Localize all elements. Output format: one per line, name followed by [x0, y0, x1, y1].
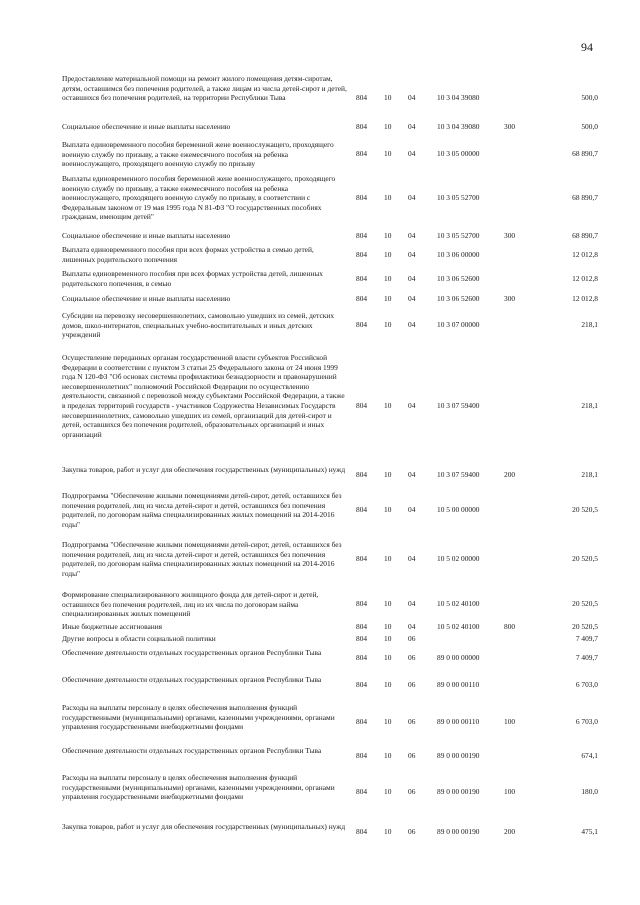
cell-sum: 500,0: [581, 122, 598, 131]
cell-sec: 10: [384, 401, 392, 410]
cell-vr: 800: [504, 622, 516, 631]
row-description: Закупка товаров, работ и услуг для обеспечения государственных (муниципальных) нужд: [62, 465, 346, 474]
cell-adm: 804: [356, 599, 368, 608]
cell-sub: 04: [408, 231, 416, 240]
cell-sub: 04: [408, 320, 416, 329]
cell-sub: 06: [408, 827, 416, 836]
cell-sec: 10: [384, 250, 392, 259]
cell-vr: 100: [504, 717, 516, 726]
cell-adm: 804: [356, 193, 368, 202]
cell-sec: 10: [384, 554, 392, 563]
cell-sec: 10: [384, 599, 392, 608]
row-description: Подпрограмма "Обеспечение жилыми помещениями детей-сирот, детей, оставшихся без попечения родителей, лиц из числа детей-сирот и детей, оставшихся без попечения родителей, по договорам найма специализированных жилых помещений на 2014-2016 годы": [62, 540, 342, 578]
cell-sum: 20 520,5: [572, 599, 598, 608]
cell-adm: 804: [356, 93, 368, 102]
cell-csr: 10 3 06 52600: [437, 294, 480, 303]
cell-sec: 10: [384, 827, 392, 836]
cell-sum: 12 012,8: [572, 274, 598, 283]
cell-csr: 10 3 07 59400: [437, 470, 480, 479]
cell-sub: 06: [408, 680, 416, 689]
cell-adm: 804: [356, 680, 368, 689]
cell-csr: 89 0 00 00190: [437, 787, 480, 796]
cell-adm: 804: [356, 505, 368, 514]
cell-adm: 804: [356, 717, 368, 726]
cell-sum: 475,1: [581, 827, 598, 836]
cell-sec: 10: [384, 653, 392, 662]
cell-sec: 10: [384, 294, 392, 303]
cell-sum: 12 012,8: [572, 294, 598, 303]
cell-sec: 10: [384, 122, 392, 131]
cell-adm: 804: [356, 149, 368, 158]
cell-adm: 804: [356, 320, 368, 329]
cell-sub: 06: [408, 787, 416, 796]
cell-adm: 804: [356, 231, 368, 240]
cell-adm: 804: [356, 787, 368, 796]
cell-sum: 218,1: [581, 470, 598, 479]
cell-csr: 89 0 00 00190: [437, 751, 480, 760]
cell-adm: 804: [356, 751, 368, 760]
cell-sub: 04: [408, 294, 416, 303]
cell-csr: 10 3 04 39080: [437, 93, 480, 102]
cell-sum: 20 520,5: [572, 554, 598, 563]
row-description: Социальное обеспечение и иные выплаты населению: [62, 122, 231, 131]
row-description: Социальное обеспечение и иные выплаты населению: [62, 294, 231, 303]
cell-sec: 10: [384, 751, 392, 760]
row-description: Субсидии на перевозку несовершеннолетних, самовольно ушедших из семей, детских домов, школ-интернатов, специальных учебно-воспитательных и иных детских учреждений: [62, 311, 335, 340]
cell-csr: 10 3 07 59400: [437, 401, 480, 410]
cell-sum: 12 012,8: [572, 250, 598, 259]
cell-vr: 100: [504, 787, 516, 796]
cell-sec: 10: [384, 93, 392, 102]
cell-sub: 04: [408, 554, 416, 563]
cell-sum: 20 520,5: [572, 622, 598, 631]
cell-sum: 7 409,7: [575, 634, 598, 643]
cell-sub: 06: [408, 653, 416, 662]
cell-sec: 10: [384, 149, 392, 158]
cell-sec: 10: [384, 717, 392, 726]
row-description: Выплаты единовременного пособия при всех формах устройства детей, лишенных родительского попечения, в семью: [62, 269, 323, 288]
cell-vr: 200: [504, 827, 516, 836]
cell-adm: 804: [356, 554, 368, 563]
cell-csr: 89 0 00 00110: [437, 680, 480, 689]
row-description: Подпрограмма "Обеспечение жилыми помещениями детей-сирот, детей, оставшихся без попечения родителей, лиц из числа детей-сирот и детей, оставшихся без попечения родителей, по договорам найма специализированных жилых помещений на 2014-2016 годы": [62, 491, 342, 529]
cell-sec: 10: [384, 680, 392, 689]
cell-adm: 804: [356, 634, 368, 643]
cell-sum: 218,1: [581, 320, 598, 329]
cell-sum: 68 890,7: [572, 231, 598, 240]
cell-sum: 218,1: [581, 401, 598, 410]
cell-csr: 10 5 02 00000: [437, 554, 480, 563]
cell-sub: 04: [408, 250, 416, 259]
row-description: Социальное обеспечение и иные выплаты населению: [62, 231, 231, 240]
cell-sub: 04: [408, 470, 416, 479]
cell-adm: 804: [356, 401, 368, 410]
cell-adm: 804: [356, 250, 368, 259]
cell-vr: 300: [504, 294, 516, 303]
cell-sum: 6 703,0: [575, 717, 598, 726]
cell-vr: 300: [504, 231, 516, 240]
cell-csr: 89 0 00 00110: [437, 717, 480, 726]
cell-sub: 06: [408, 717, 416, 726]
cell-sum: 20 520,5: [572, 505, 598, 514]
row-description: Обеспечение деятельности отдельных государственных органов Республики Тыва: [62, 648, 322, 657]
cell-adm: 804: [356, 622, 368, 631]
row-description: Предоставление материальной помощи на ремонт жилого помещения детям-сиротам, детям, оставшимся без попечения родителей, а также лицам из числа детей-сирот и детей, оставшихся без попечения родителей, на территории Республики Тыва: [62, 74, 347, 103]
row-description: Выплаты единовременного пособия беременной жене военнослужащего, проходящего военную службу по призыву, а также ежемесячного пособия на ребенка военнослужащего, проходящего военную службу по призыву, в соответствии с Федеральным законом от 19 мая 1995 года N 81-ФЗ "О государственных пособиях гражданам, имеющим детей": [62, 174, 336, 222]
row-description: Закупка товаров, работ и услуг для обеспечения государственных (муниципальных) нужд: [62, 822, 346, 831]
cell-sum: 7 409,7: [575, 653, 598, 662]
row-description: Расходы на выплаты персоналу в целях обеспечения выполнения функций государственными (муниципальными) органами, казенными учреждениями, органами управления государственными внебюджетными фондами: [62, 773, 335, 802]
row-description: Формирование специализированного жилищного фонда для детей-сирот и детей, оставшихся без попечения родителей, лиц из их числа по договорам найма специализированных жилых помещений: [62, 590, 319, 619]
cell-adm: 804: [356, 470, 368, 479]
cell-sub: 04: [408, 93, 416, 102]
cell-csr: 10 3 04 39080: [437, 122, 480, 131]
row-description: Обеспечение деятельности отдельных государственных органов Республики Тыва: [62, 675, 322, 684]
cell-adm: 804: [356, 122, 368, 131]
cell-csr: 10 5 02 40100: [437, 622, 480, 631]
cell-sum: 6 703,0: [575, 680, 598, 689]
cell-sec: 10: [384, 787, 392, 796]
cell-adm: 804: [356, 653, 368, 662]
cell-sec: 10: [384, 274, 392, 283]
cell-csr: 89 0 00 00190: [437, 827, 480, 836]
cell-sum: 674,1: [581, 751, 598, 760]
cell-csr: 89 0 00 00000: [437, 653, 480, 662]
cell-csr: 10 5 02 40100: [437, 599, 480, 608]
cell-sec: 10: [384, 622, 392, 631]
cell-sub: 04: [408, 505, 416, 514]
row-description: Расходы на выплаты персоналу в целях обеспечения выполнения функций государственными (муниципальными) органами, казенными учреждениями, органами управления государственными внебюджетными фондами: [62, 703, 335, 732]
row-description: Иные бюджетные ассигнования: [62, 622, 163, 631]
row-description: Обеспечение деятельности отдельных государственных органов Республики Тыва: [62, 746, 322, 755]
cell-csr: 10 3 06 00000: [437, 250, 480, 259]
cell-sum: 180,0: [581, 787, 598, 796]
cell-sum: 68 890,7: [572, 149, 598, 158]
cell-csr: 10 3 06 52600: [437, 274, 480, 283]
cell-sec: 10: [384, 505, 392, 514]
cell-adm: 804: [356, 827, 368, 836]
cell-sec: 10: [384, 634, 392, 643]
cell-adm: 804: [356, 294, 368, 303]
cell-sec: 10: [384, 470, 392, 479]
cell-vr: 200: [504, 470, 516, 479]
row-description: Выплата единовременного пособия беременной жене военнослужащего, проходящего военную службу по призыву, а также ежемесячного пособия на ребенка военнослужащего, проходящего военную службу по призыву: [62, 140, 334, 169]
cell-sec: 10: [384, 193, 392, 202]
cell-sub: 04: [408, 401, 416, 410]
cell-sec: 10: [384, 320, 392, 329]
cell-sum: 68 890,7: [572, 193, 598, 202]
cell-vr: 300: [504, 122, 516, 131]
cell-sub: 04: [408, 599, 416, 608]
cell-sub: 06: [408, 751, 416, 760]
cell-sub: 04: [408, 149, 416, 158]
row-description: Выплата единовременного пособия при всех формах устройства в семью детей, лишенных родительского попечения: [62, 245, 314, 264]
row-description: Другие вопросы в области социальной политики: [62, 634, 216, 643]
cell-csr: 10 3 05 52700: [437, 231, 480, 240]
page-number: 94: [581, 40, 593, 54]
cell-sub: 06: [408, 634, 416, 643]
cell-csr: 10 5 00 00000: [437, 505, 480, 514]
cell-adm: 804: [356, 274, 368, 283]
cell-sub: 04: [408, 122, 416, 131]
cell-sum: 500,0: [581, 93, 598, 102]
cell-sub: 04: [408, 193, 416, 202]
cell-sub: 04: [408, 274, 416, 283]
cell-csr: 10 3 07 00000: [437, 320, 480, 329]
cell-csr: 10 3 05 00000: [437, 149, 480, 158]
cell-sec: 10: [384, 231, 392, 240]
row-description: Осуществление переданных органам государственной власти субъектов Российской Федерации в соответствии с пунктом 3 статьи 25 Федерального закона от 24 июня 1999 года N 120-ФЗ "Об основах системы профилактики безнадзорности и правонарушений несовершеннолетних" полномочий Российской Федерации по осуществлению деятельности, связанной с перевозкой между субъектами Российской Федерации, а также в пределах территорий государств - участников Содружества Независимых Государств несовершеннолетних, самовольно ушедших из семей, организаций для детей-сирот и детей, оставшихся без попечения родителей, образовательных организаций и иных организаций: [62, 353, 345, 439]
cell-csr: 10 3 05 52700: [437, 193, 480, 202]
cell-sub: 04: [408, 622, 416, 631]
